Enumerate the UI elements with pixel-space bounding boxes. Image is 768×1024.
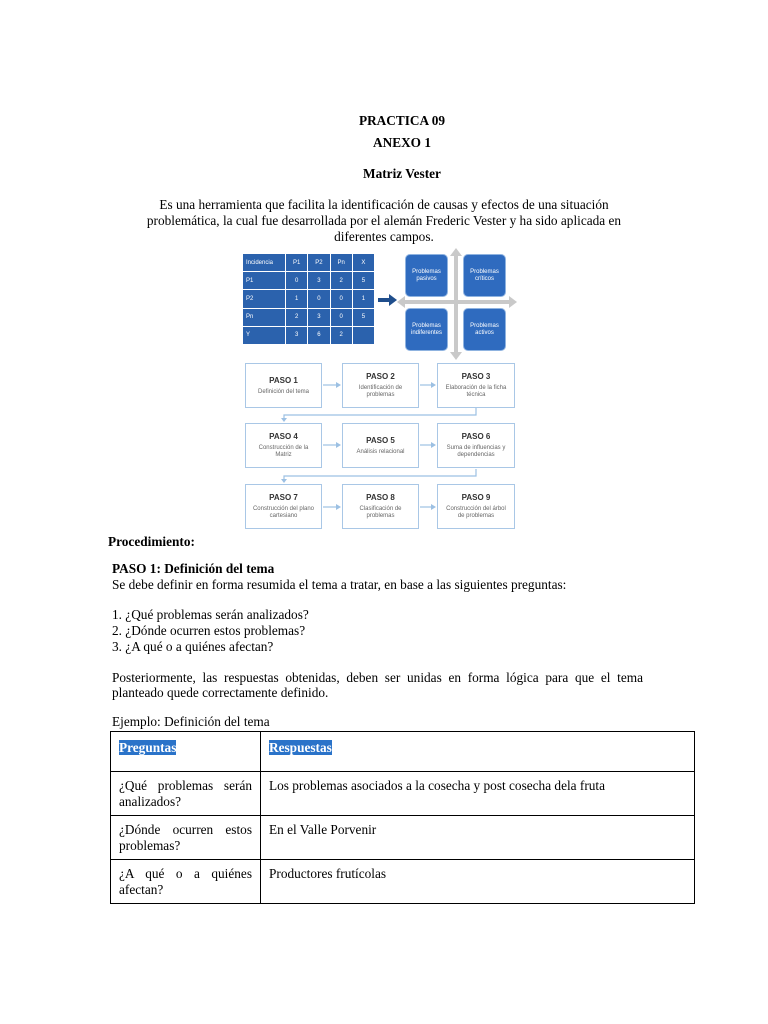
matrix-row-label: Y	[243, 327, 285, 344]
procedure-heading: Procedimiento:	[108, 534, 195, 549]
step-arrow-head	[336, 382, 341, 388]
question-cell: ¿A qué o a quiénes afectan?	[111, 860, 261, 904]
step-label: PASO 8	[366, 493, 395, 502]
matrix-row-label: P1	[243, 272, 285, 289]
step-label: PASO 3	[461, 372, 491, 381]
matrix-header-cell: Pn	[331, 254, 352, 271]
matrix-cell: 3	[308, 309, 329, 326]
matrix-cell: 0	[331, 290, 352, 307]
step-label: PASO 7	[269, 493, 298, 502]
step-label: PASO 2	[366, 372, 395, 381]
header-preguntas: Preguntas	[119, 740, 177, 755]
step1-intro: Se debe definir en forma resumida el tema a tratar, en base a las siguientes preguntas:	[112, 577, 567, 592]
matrix-cell: 5	[353, 309, 374, 326]
matrix-arrow-head	[389, 294, 397, 306]
axis-arrow-right	[509, 296, 517, 308]
axis-arrow-left	[397, 296, 405, 308]
quadrant-passive: Problemas pasivos	[405, 254, 448, 297]
matrix-header-cell: P1	[286, 254, 307, 271]
matrix-cell: 1	[353, 290, 374, 307]
step-description: Clasificación de problemas	[359, 506, 402, 519]
step-label: PASO 6	[461, 432, 491, 441]
step1-title: PASO 1: Definición del tema	[112, 561, 275, 576]
section-title: Matriz Vester	[363, 166, 441, 181]
step-arrow-head	[431, 382, 436, 388]
example-caption: Ejemplo: Definición del tema	[112, 714, 270, 729]
step-box-8	[342, 484, 419, 529]
intro-line: problemática, la cual fue desarrollada por el alemán Frederic Vester y ha sido aplicada en	[146, 213, 622, 228]
matrix-cell: 2	[331, 327, 352, 344]
axis-arrow-up	[450, 248, 462, 256]
step-description: Elaboración de la ficha técnica	[445, 385, 507, 398]
matrix-header-cell: Incidencia	[243, 254, 285, 271]
axis-arrow-down	[450, 352, 462, 360]
answer-cell: Los problemas asociados a la cosecha y post cosecha dela fruta	[261, 772, 695, 816]
quadrant-active: Problemas activos	[463, 308, 506, 351]
matrix-cell: 2	[286, 309, 307, 326]
question-item: 1. ¿Qué problemas serán analizados?	[112, 607, 309, 622]
answer-cell: En el Valle Porvenir	[261, 816, 695, 860]
step-label: PASO 4	[269, 432, 298, 441]
matrix-cell: 3	[286, 327, 307, 344]
step-description: Construcción de la Matriz	[258, 445, 309, 458]
intro-line: Es una herramienta que facilita la identificación de causas y efectos de una situación	[159, 197, 609, 212]
matrix-cell: 2	[331, 272, 352, 289]
question-item: 2. ¿Dónde ocurren estos problemas?	[112, 623, 306, 638]
page-title: PRACTICA 09	[358, 113, 446, 128]
matrix-cell: 0	[308, 290, 329, 307]
step-arrow-head	[431, 442, 436, 448]
step-box-9	[437, 484, 515, 529]
step-label: PASO 9	[461, 493, 491, 502]
quadrant-indifferent: Problemas indiferentes	[405, 308, 448, 351]
step-arrow-head	[281, 479, 287, 483]
step-box-6	[437, 423, 515, 468]
header-respuestas: Respuestas	[269, 740, 332, 755]
step-description: Análisis relacional	[356, 448, 405, 455]
step-arrow-head	[336, 442, 341, 448]
step-box-5	[342, 423, 419, 468]
step-box-4	[245, 423, 322, 468]
closing-line: Posteriormente, las respuestas obtenidas, deben ser unidas en forma lógica para que el tema	[112, 670, 643, 685]
step-description: Identificación de problemas	[358, 385, 403, 398]
matrix-cell: 1	[286, 290, 307, 307]
matrix-cell: 5	[353, 272, 374, 289]
step-box-7	[245, 484, 322, 529]
step-label: PASO 5	[366, 435, 395, 445]
closing-line: planteado quede correctamente definido.	[112, 685, 329, 700]
matrix-header-cell: X	[353, 254, 374, 271]
step-arrow-head	[281, 418, 287, 422]
step-description: Construcción del plano cartesiano	[252, 506, 315, 519]
step-arrow-head	[431, 504, 436, 510]
step-description: Construcción del árbol de problemas	[446, 506, 506, 519]
step-box-1	[245, 363, 322, 408]
quadrant-critical: Problemas críticos	[463, 254, 506, 297]
question-cell: ¿Qué problemas serán analizados?	[111, 772, 261, 816]
step-arrow-head	[336, 504, 341, 510]
step-box-3	[437, 363, 515, 408]
step-box-2	[342, 363, 419, 408]
matrix-cell: 0	[331, 309, 352, 326]
question-cell: ¿Dónde ocurren estos problemas?	[111, 816, 261, 860]
row-connector-6-7	[284, 469, 476, 480]
matrix-header-cell: P2	[308, 254, 329, 271]
matrix-row-label: P2	[243, 290, 285, 307]
step-description: Suma de influencias y dependencias	[446, 445, 506, 458]
annex-title: ANEXO 1	[373, 135, 431, 150]
question-item: 3. ¿A qué o a quiénes afectan?	[112, 639, 274, 654]
row-connector-3-4	[284, 408, 476, 419]
step-description: Definición del tema	[257, 388, 310, 395]
step-label: PASO 1	[269, 375, 298, 385]
answer-cell: Productores frutícolas	[261, 860, 695, 904]
intro-line: diferentes campos.	[334, 229, 434, 244]
matrix-row-label: Pn	[243, 309, 285, 326]
matrix-cell: 3	[308, 272, 329, 289]
matrix-cell: 0	[286, 272, 307, 289]
matrix-cell: 6	[308, 327, 329, 344]
